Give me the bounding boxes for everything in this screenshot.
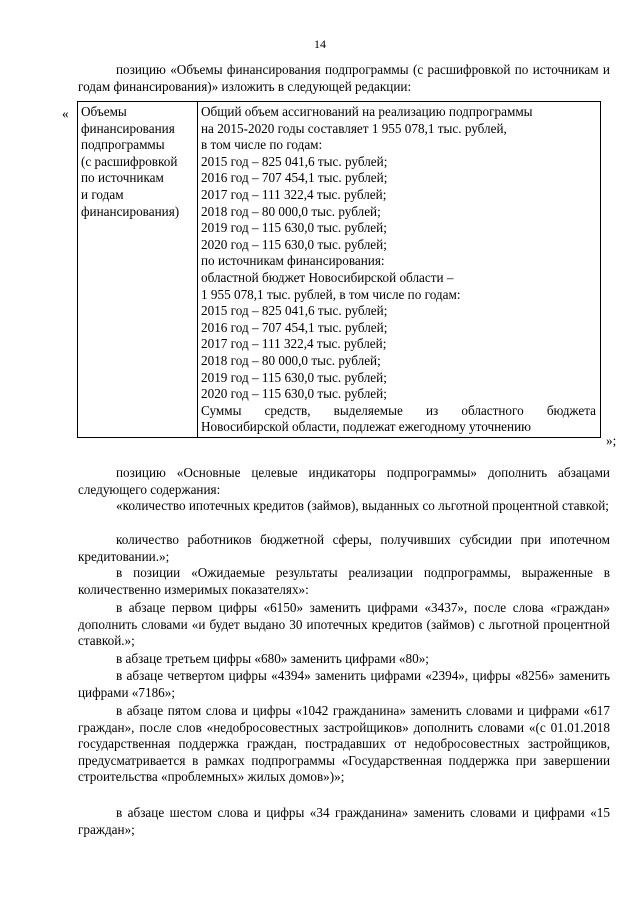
details-line: 2016 год – 707 454,1 тыс. рублей; — [201, 319, 388, 335]
details-line: по источникам финансирования: — [201, 253, 385, 269]
details-line: Новосибирской области, подлежат ежегодному уточнению — [201, 419, 531, 435]
label-line: по источникам — [81, 170, 164, 186]
body-paragraph: позицию «Основные целевые индикаторы подпрограммы» дополнить абзацами следующего содержания: — [78, 465, 610, 497]
label-line: подпрограммы — [81, 137, 165, 153]
label-line: (с расшифровкой — [81, 153, 178, 169]
details-line: 2015 год – 825 041,6 тыс. рублей; — [201, 153, 388, 169]
body-paragraph: в позиции «Ожидаемые результаты реализации подпрограммы, выраженные в количественно измеримых показателях»: — [78, 565, 610, 597]
details-line: Общий объем ассигнований на реализацию подпрограммы — [201, 104, 533, 119]
details-line: областной бюджет Новосибирской области – — [201, 269, 454, 285]
financing-label-cell — [78, 102, 198, 438]
body-paragraph: количество работников бюджетной сферы, получивших субсидии при ипотечном кредитовании.»; — [78, 532, 610, 564]
intro-paragraph: позицию «Объемы финансирования подпрограммы (с расшифровкой по источникам и годам финансирования)» изложить в следующей редакции: — [78, 62, 610, 94]
closing-quote: »; — [606, 433, 617, 448]
body-paragraph: в абзаце первом цифры «6150» заменить цифрами «3437», после слова «граждан» дополнить словами «и будет выдано 30 ипотечных кредитов (займов) с льготной процентной ставкой.»; — [78, 600, 610, 649]
details-line: в том числе по годам: — [201, 137, 323, 153]
body-paragraph: в абзаце пятом слова и цифры «1042 гражданина» заменить словами и цифрами «617 граждан», после слов «недобросовестных застройщиков» дополнить словами «(с 01.01.2018 государственная поддержка граждан, пострадавших от недобросовестных застройщиков, предусматривается в рамках подпрограммы «Государственная поддержка при завершении строительства «проблемных» жилых домов»)»; — [78, 703, 610, 785]
financing-table — [77, 101, 601, 438]
body-paragraph: в абзаце четвертом цифры «4394» заменить цифрами «2394», цифры «8256» заменить цифрами «7186»; — [78, 668, 610, 700]
body-paragraph: в абзаце шестом слова и цифры «34 гражданина» заменить словами и цифрами «15 граждан»; — [78, 805, 610, 837]
details-line: 2017 год – 111 322,4 тыс. рублей; — [201, 186, 387, 202]
label-line: и годам — [81, 186, 124, 202]
body-paragraph: в абзаце третьем цифры «680» заменить цифрами «80»; — [116, 651, 429, 666]
details-line: 2019 год – 115 630,0 тыс. рублей; — [201, 220, 387, 236]
financing-row — [78, 102, 601, 438]
details-line: 1 955 078,1 тыс. рублей, в том числе по годам: — [201, 286, 461, 302]
details-line: 2016 год – 707 454,1 тыс. рублей; — [201, 170, 388, 186]
body-paragraph: «количество ипотечных кредитов (займов), выданных со льготной процентной ставкой; — [116, 498, 609, 513]
label-line: Объемы — [81, 104, 127, 119]
details-line: 2018 год – 80 000,0 тыс. рублей; — [201, 203, 381, 219]
details-line: Суммы средств, выделяемые из областного бюджета — [201, 402, 596, 418]
details-line: 2015 год – 825 041,6 тыс. рублей; — [201, 303, 388, 319]
details-line: 2020 год – 115 630,0 тыс. рублей; — [201, 386, 387, 402]
details-line: 2019 год – 115 630,0 тыс. рублей; — [201, 369, 387, 385]
label-line: финансирования) — [81, 203, 180, 219]
details-line: 2020 год – 115 630,0 тыс. рублей; — [201, 236, 387, 252]
page-number: 14 — [314, 37, 326, 51]
financing-details-cell — [198, 102, 601, 438]
details-line: 2018 год – 80 000,0 тыс. рублей; — [201, 352, 381, 368]
details-line: 2017 год – 111 322,4 тыс. рублей; — [201, 336, 387, 352]
details-line: на 2015-2020 годы составляет 1 955 078,1 тыс. рублей, — [201, 120, 507, 136]
opening-quote: « — [62, 106, 69, 121]
label-line: финансирования — [81, 120, 175, 136]
